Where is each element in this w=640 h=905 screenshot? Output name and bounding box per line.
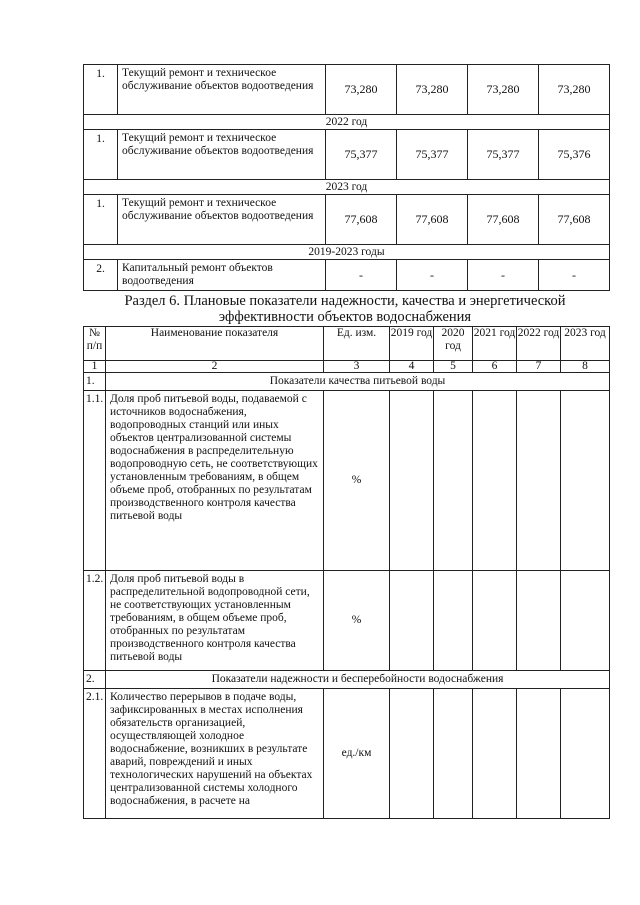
row-name: Текущий ремонт и техническое обслуживание объектов водоотведения	[118, 65, 326, 115]
indicator-value-empty	[517, 689, 561, 819]
indicator-value-empty	[390, 571, 434, 671]
cost-table-row	[84, 130, 610, 180]
section-label: Показатели качества питьевой воды	[106, 373, 610, 391]
indicator-value-empty	[434, 391, 473, 571]
row-value: -	[326, 260, 397, 291]
row-value: 75,377	[326, 130, 397, 180]
indicator-name: Доля проб питьевой воды, подаваемой с источников водоснабжения, водопроводных станций или иных объектов централизованной системы водоснабжения в распределительную водопроводную сеть, не соответствующих установленным требованиям, в общем объеме проб, отобранных по результатам производственного контроля качества питьевой воды	[106, 391, 324, 571]
row-value: 77,608	[326, 195, 397, 245]
header-name: Наименование показателя	[106, 327, 324, 361]
row-value: 75,377	[468, 130, 539, 180]
cost-table-row	[84, 180, 610, 195]
column-number-row	[84, 361, 610, 373]
row-value: -	[397, 260, 468, 291]
cost-table-row	[84, 260, 610, 291]
indicators-table-body	[84, 327, 610, 819]
row-value: 73,280	[539, 65, 610, 115]
section-title: Раздел 6. Плановые показатели надежности, качества и энергетической эффективности объектов водоснабжения	[124, 293, 566, 325]
indicator-row	[84, 689, 610, 819]
section-number: 1.	[84, 373, 106, 391]
row-value: 73,280	[468, 65, 539, 115]
indicator-row	[84, 391, 610, 571]
cost-table-body	[84, 65, 610, 291]
indicator-name: Количество перерывов в подаче воды, зафиксированных в местах исполнения обязательств организацией, осуществляющей холодное водоснабжение, возникших в результате аварий, повреждений и иных технологических нарушений на объектах централизованной системы холодного водоснабжения, в расчете на	[106, 689, 324, 819]
row-name: Текущий ремонт и техническое обслуживание объектов водоотведения	[118, 195, 326, 245]
indicator-value-empty	[434, 571, 473, 671]
header-year: 2022 год	[517, 327, 561, 361]
indicator-value-empty	[434, 689, 473, 819]
column-number: 3	[324, 361, 390, 373]
indicator-number: 2.1.	[84, 689, 106, 819]
indicator-row	[84, 571, 610, 671]
year-row-label: 2022 год	[84, 115, 610, 130]
row-number: 1.	[84, 195, 118, 245]
row-value: 73,280	[397, 65, 468, 115]
cost-table-row	[84, 245, 610, 260]
column-number: 6	[473, 361, 517, 373]
header-year: 2020 год	[434, 327, 473, 361]
indicator-value-empty	[561, 571, 610, 671]
indicator-name: Доля проб питьевой воды в распределительной водопроводной сети, не соответствующих установленным требованиям, в общем объеме проб, отобранных по результатам производственного контроля качества питьевой воды	[106, 571, 324, 671]
column-number: 7	[517, 361, 561, 373]
year-row-label: 2023 год	[84, 180, 610, 195]
cost-table-row	[84, 65, 610, 115]
row-value: 77,608	[397, 195, 468, 245]
indicator-row	[84, 671, 610, 689]
section-label: Показатели надежности и бесперебойности водоснабжения	[106, 671, 610, 689]
indicator-value-empty	[517, 571, 561, 671]
section-number: 2.	[84, 671, 106, 689]
indicator-value-empty	[517, 391, 561, 571]
indicator-value-empty	[561, 391, 610, 571]
row-number: 2.	[84, 260, 118, 291]
indicator-unit: ед./км	[324, 689, 390, 819]
indicator-number: 1.2.	[84, 571, 106, 671]
header-num: № п/п	[84, 327, 106, 361]
indicator-value-empty	[473, 391, 517, 571]
cost-table-row	[84, 195, 610, 245]
indicator-number: 1.1.	[84, 391, 106, 571]
row-number: 1.	[84, 130, 118, 180]
row-value: 75,376	[539, 130, 610, 180]
row-name: Текущий ремонт и техническое обслуживание объектов водоотведения	[118, 130, 326, 180]
row-value: 77,608	[539, 195, 610, 245]
indicator-value-empty	[473, 689, 517, 819]
header-year: 2019 год	[390, 327, 434, 361]
row-value: 73,280	[326, 65, 397, 115]
header-year: 2021 год	[473, 327, 517, 361]
cost-table	[83, 64, 610, 291]
column-number: 1	[84, 361, 106, 373]
indicator-unit: %	[324, 571, 390, 671]
header-unit: Ед. изм.	[324, 327, 390, 361]
row-value: -	[539, 260, 610, 291]
row-value: 77,608	[468, 195, 539, 245]
year-row-label: 2019-2023 годы	[84, 245, 610, 260]
cost-table-row	[84, 115, 610, 130]
row-name: Капитальный ремонт объектов водоотведения	[118, 260, 326, 291]
indicator-value-empty	[390, 391, 434, 571]
indicator-unit: %	[324, 391, 390, 571]
indicators-table	[83, 326, 610, 819]
row-value: -	[468, 260, 539, 291]
indicator-value-empty	[561, 689, 610, 819]
indicator-value-empty	[390, 689, 434, 819]
column-number: 4	[390, 361, 434, 373]
indicator-value-empty	[473, 571, 517, 671]
row-value: 75,377	[397, 130, 468, 180]
row-number: 1.	[84, 65, 118, 115]
column-number: 8	[561, 361, 610, 373]
column-number: 2	[106, 361, 324, 373]
header-year: 2023 год	[561, 327, 610, 361]
column-number: 5	[434, 361, 473, 373]
indicator-row	[84, 373, 610, 391]
header-row	[84, 327, 610, 361]
